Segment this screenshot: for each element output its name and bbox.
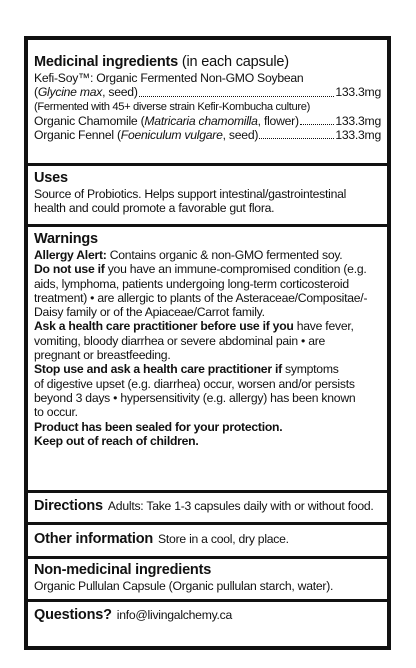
non-medicinal-heading: Non-medicinal ingredients: [34, 562, 212, 578]
section-divider: [28, 163, 387, 166]
other-information-row: [34, 531, 381, 548]
directions-text: Adults: Take 1-3 capsules daily with or without food.: [107, 499, 374, 513]
directions-row: [34, 498, 381, 515]
section-divider: [28, 556, 387, 559]
dot-leader: [139, 95, 335, 97]
questions-heading: Questions?: [34, 607, 112, 623]
ingredient-fennel-amount: 133.3mg: [335, 128, 381, 143]
medicinal-ingredients-section: [28, 54, 387, 142]
contact-email[interactable]: info@livingalchemy.ca: [116, 608, 233, 622]
medicinal-heading-title: Medicinal ingredients: [34, 54, 179, 70]
uses-heading: Uses: [34, 170, 68, 186]
section-divider: [28, 224, 387, 227]
ask-practitioner: Ask a health care practitioner before use if you have fever,: [34, 319, 354, 334]
directions-section: [28, 498, 387, 515]
warnings-section: [28, 231, 387, 448]
non-medicinal-text: Organic Pullulan Capsule (Organic pullulan starch, water).: [34, 579, 334, 593]
section-divider: [28, 490, 387, 493]
questions-row: [34, 607, 381, 624]
ingredient-row-chamomile: [34, 114, 381, 128]
other-information-text: Store in a cool, dry place.: [158, 532, 289, 546]
ingredient-row-soybean: [34, 85, 381, 99]
medicinal-heading-note: (in each capsule): [181, 54, 289, 70]
section-divider: [28, 522, 387, 525]
uses-line-1: Source of Probiotics. Helps support intestinal/gastrointestinal: [34, 187, 347, 201]
dot-leader: [259, 137, 334, 139]
do-not-use-line-3: treatment) • are allergic to plants of the Asteraceae/Compositae/-: [34, 290, 368, 305]
ingredient-fennel-name: Organic Fennel (Foeniculum vulgare, seed): [34, 128, 259, 143]
other-information-heading: Other information: [34, 531, 154, 547]
stop-use-line-4: to occur.: [34, 405, 78, 420]
medicinal-heading: [34, 54, 381, 71]
allergy-alert: Allergy Alert: Contains organic & non-GMO fermented soy.: [34, 248, 343, 262]
dot-leader: [300, 123, 335, 125]
ingredient-soybean-amount: 133.3mg: [335, 85, 381, 100]
section-divider: [28, 599, 387, 602]
questions-section: [28, 607, 387, 624]
supplement-facts-panel: [24, 36, 391, 650]
uses-line-2: health and could promote a favorable gut flora.: [34, 201, 275, 216]
ingredient-soybean-name: (Glycine max, seed): [34, 85, 138, 100]
do-not-use: Do not use if you have an immune-compromised condition (e.g.: [34, 262, 367, 277]
stop-use-line-3: beyond 3 days • hypersensitivity (e.g. allergy) has been known: [34, 390, 356, 405]
uses-section: [28, 170, 387, 216]
warnings-heading: Warnings: [34, 231, 98, 247]
do-not-use-line-4: Daisy family or of the Apiaceae/Carrot family.: [34, 305, 265, 320]
keep-out-notice: Keep out of reach of children.: [34, 433, 199, 448]
stop-use-line-2: of digestive upset (e.g. diarrhea) occur, worsen and/or persists: [34, 376, 355, 391]
fermented-note: (Fermented with 45+ diverse strain Kefir-Kombucha culture): [34, 100, 310, 113]
non-medicinal-section: [28, 562, 387, 593]
stop-use: Stop use and ask a health care practitioner if symptoms: [34, 362, 339, 377]
kefi-soy-line: Kefi-Soy™: Organic Fermented Non-GMO Soybean: [34, 71, 304, 85]
ask-practitioner-line-3: pregnant or breastfeeding.: [34, 348, 171, 363]
ask-practitioner-line-2: vomiting, bloody diarrhea or severe abdominal pain • are: [34, 333, 326, 348]
other-information-section: [28, 531, 387, 548]
ingredient-chamomile-amount: 133.3mg: [335, 113, 381, 128]
ingredient-chamomile-name: Organic Chamomile (Matricaria chamomilla, flower): [34, 113, 299, 128]
directions-heading: Directions: [34, 498, 103, 514]
sealed-notice: Product has been sealed for your protection.: [34, 419, 283, 434]
do-not-use-line-2: aids, lymphoma, patients undergoing long-term corticosteroid: [34, 276, 349, 291]
ingredient-row-fennel: [34, 128, 381, 142]
